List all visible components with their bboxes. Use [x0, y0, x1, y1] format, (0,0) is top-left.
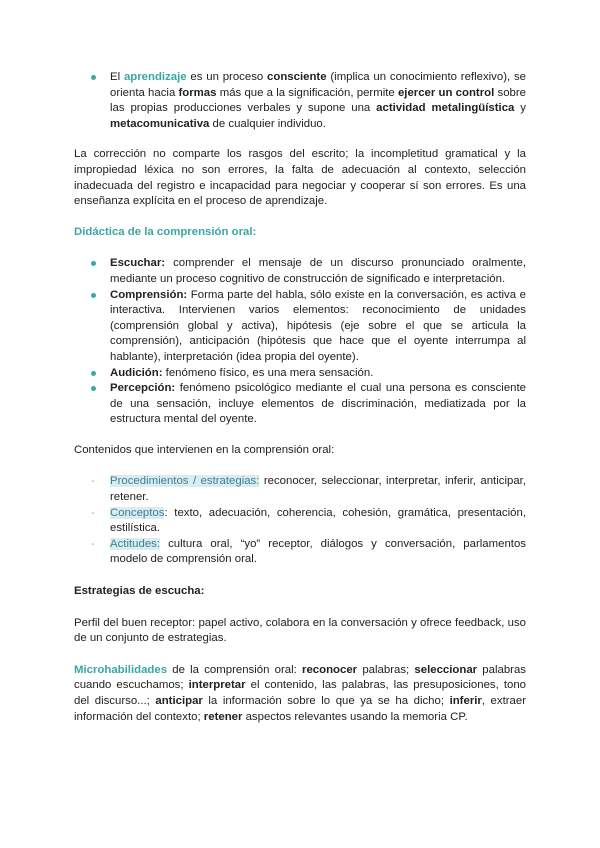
term-aprendizaje: aprendizaje	[123, 71, 187, 83]
bullet-dot-icon	[91, 293, 96, 298]
heading-didactica: Didáctica de la comprensión oral:	[74, 225, 257, 238]
contenidos-list	[74, 474, 526, 568]
document-page	[74, 70, 526, 725]
list-item: - Conceptos: texto, adecuación, coherencia, cohesión, gramática, presentación, estilística.	[91, 506, 526, 535]
bullet-dot-icon	[91, 75, 96, 80]
bullet-dot-icon	[91, 386, 96, 391]
heading-estrategias: Estrategias de escucha:	[74, 585, 205, 598]
paragraph-microhabilidades: Microhabilidades de la comprensión oral: reconocer palabras; seleccionar palabras cuando escuchamos; interpretar el contenido, las palabras, las presuposiciones, tono del discurso...; anticipar la información sobre lo que ya se ha dicho; inferir, extraer información del contexto; retener aspectos relevantes usando la memoria CP.	[74, 663, 527, 723]
paragraph-correccion: La corrección no comparte los rasgos del escrito; la incompletitud gramatical y la impropiedad léxica no son errores, la falta de adecuación al contexto, selección inadecuada del registro e incapacidad para negociar y cooperar sí son errores. Es una enseñanza explícita en el proceso de aprendizaje.	[74, 148, 526, 208]
dash-icon: -	[91, 537, 95, 550]
intro-bullet-list	[74, 70, 526, 132]
list-item: Escuchar: comprender el mensaje de un discurso pronunciado oralmente, mediante un proceso cognitivo de construcción de significado e interpretación.	[74, 256, 526, 287]
dash-icon: -	[91, 475, 95, 488]
list-item: Comprensión: Forma parte del habla, sólo existe en la conversación, es activa e interactiva. Intervienen varios elementos: reconocimiento de unidades (comprensión global y activa), hipótesis (eje sobre el que se articula la comprensión), anticipación (hipótesis que hace que el oyente interrumpa al hablante), interpretación (idea propia del oyente).	[74, 288, 526, 366]
didactica-list	[74, 256, 526, 428]
paragraph-contenidos: Contenidos que intervienen en la comprensión oral:	[74, 443, 335, 456]
list-item: - Procedimientos / estrategias: reconocer, seleccionar, interpretar, inferir, anticipar, retener.	[91, 475, 526, 504]
list-item: Audición: fenómeno físico, es una mera sensación.	[74, 366, 526, 382]
list-item: - Actitudes: cultura oral, “yo” receptor, diálogos y conversación, parlamentos modelo de comprensión oral.	[91, 537, 526, 566]
bullet-dot-icon	[91, 261, 96, 266]
term-microhabilidades: Microhabilidades	[74, 663, 168, 676]
dash-icon: -	[91, 506, 95, 519]
bullet-aprendizaje: El aprendizaje es un proceso consciente (implica un conocimiento reflexivo), se orienta hacia formas más que a la significación, permite ejercer un control sobre las propias producciones verbales y supone una actividad metalingüística y metacomunicativa de cualquier individuo.	[74, 70, 526, 132]
list-item: Percepción: fenómeno psicológico mediante el cual una persona es consciente de una sensación, incluye elementos de discriminación, mediatizada por la estructura mental del oyente.	[74, 381, 526, 428]
paragraph-perfil: Perfil del buen receptor: papel activo, colabora en la conversación y ofrece feedback, uso de un conjunto de estrategias.	[74, 616, 526, 645]
bullet-dot-icon	[91, 371, 96, 376]
